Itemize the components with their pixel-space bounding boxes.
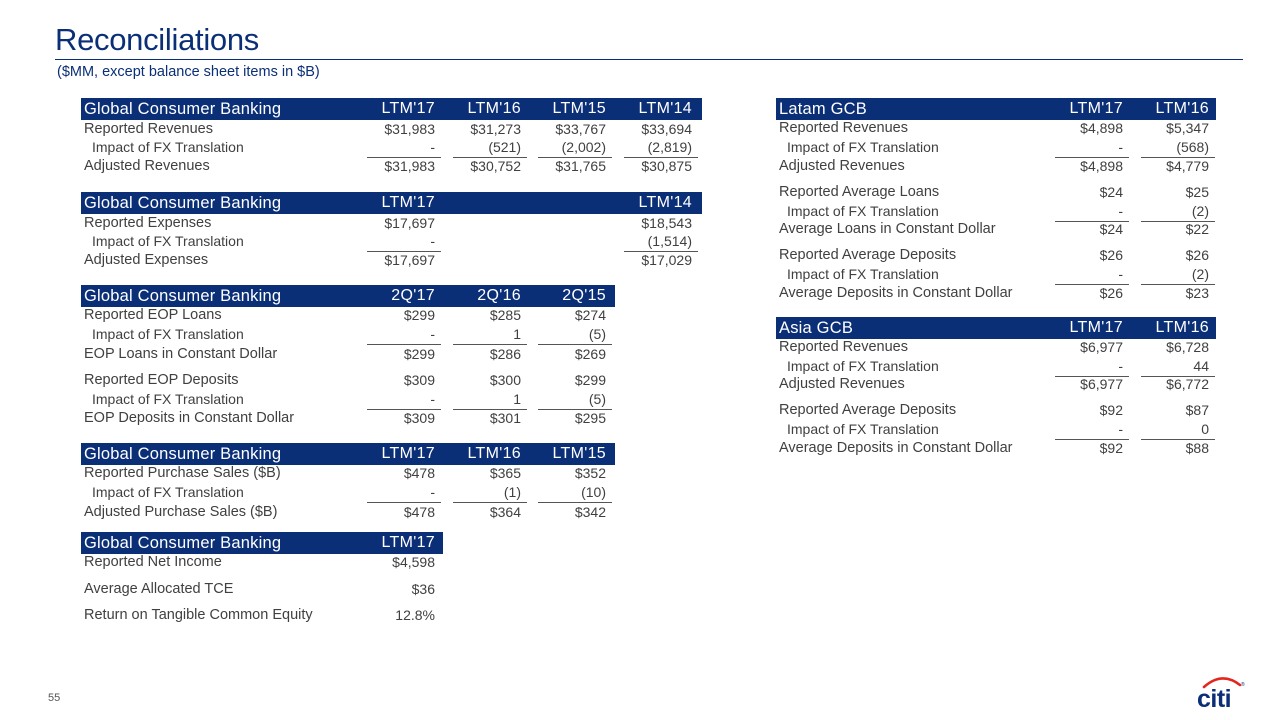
subtotal-rule	[367, 502, 441, 503]
table-row	[81, 504, 615, 522]
cell-value: 44	[1193, 358, 1209, 374]
cell-value: $26	[1099, 247, 1123, 263]
table-row	[81, 554, 443, 572]
cell-value: $299	[403, 346, 435, 362]
cell-value: $301	[489, 410, 521, 426]
row-label: Reported Purchase Sales ($B)	[84, 465, 281, 481]
table-gcb-purch	[81, 443, 615, 520]
cell-value: $26	[1185, 247, 1209, 263]
cell-value: $299	[403, 307, 435, 323]
table-row	[776, 139, 1216, 157]
row-label: Reported Average Deposits	[779, 247, 957, 263]
table-row	[776, 158, 1216, 176]
column-header: 2Q'15	[562, 287, 606, 304]
cell-value: $5,347	[1166, 120, 1209, 136]
table-latam	[776, 98, 1216, 301]
row-label: Average Loans in Constant Dollar	[779, 221, 996, 237]
cell-value: $274	[574, 307, 606, 323]
table-header	[776, 98, 1216, 120]
cell-value: -	[430, 484, 435, 500]
table-row	[81, 484, 615, 502]
cell-value: $4,779	[1166, 158, 1209, 174]
page-subtitle: ($MM, except balance sheet items in $B)	[57, 64, 320, 80]
table-header	[81, 98, 702, 120]
cell-value: $31,765	[555, 158, 606, 174]
table-header-label: Global Consumer Banking	[84, 194, 282, 212]
row-label: Average Allocated TCE	[84, 581, 234, 597]
column-header: LTM'17	[1069, 100, 1123, 117]
table-gcb-exp	[81, 192, 702, 268]
table-header-label: Global Consumer Banking	[84, 100, 282, 118]
cell-value: $6,772	[1166, 376, 1209, 392]
subtotal-rule	[453, 344, 527, 345]
svg-text:citi: citi	[1197, 685, 1232, 710]
table-asia	[776, 317, 1216, 456]
cell-value: $23	[1185, 285, 1209, 301]
table-header	[81, 192, 702, 214]
row-label: Average Deposits in Constant Dollar	[779, 440, 1013, 456]
table-row	[776, 376, 1216, 394]
cell-value: -	[430, 139, 435, 155]
cell-value: $478	[403, 465, 435, 481]
row-label: Reported Revenues	[779, 339, 908, 355]
row-label: Reported Revenues	[779, 120, 908, 136]
row-label: Impact of FX Translation	[92, 233, 244, 249]
cell-value: $269	[574, 346, 606, 362]
column-header: 2Q'17	[391, 287, 435, 304]
cell-value: $33,767	[555, 121, 606, 137]
table-row	[81, 121, 702, 139]
cell-value: $4,898	[1080, 158, 1123, 174]
table-row	[776, 402, 1216, 420]
cell-value: -	[1118, 358, 1123, 374]
row-label: Adjusted Revenues	[84, 158, 210, 174]
table-row	[776, 203, 1216, 221]
cell-value: $92	[1099, 402, 1123, 418]
subtotal-rule	[453, 502, 527, 503]
row-label: Adjusted Revenues	[779, 376, 905, 392]
cell-value: (5)	[588, 391, 606, 407]
cell-value: $295	[574, 410, 606, 426]
row-label: Reported Expenses	[84, 215, 212, 231]
column-header: LTM'16	[1155, 319, 1209, 336]
table-row	[81, 139, 702, 157]
row-label: Reported EOP Deposits	[84, 372, 239, 388]
table-header-label: Global Consumer Banking	[84, 445, 282, 463]
cell-value: $6,728	[1166, 339, 1209, 355]
cell-value: $18,543	[641, 215, 692, 231]
column-header: 2Q'16	[477, 287, 521, 304]
column-header: LTM'17	[381, 534, 435, 551]
cell-value: $352	[574, 465, 606, 481]
cell-value: $87	[1185, 402, 1209, 418]
cell-value: $17,697	[384, 252, 435, 268]
row-label: Impact of FX Translation	[92, 326, 244, 342]
cell-value: $88	[1185, 440, 1209, 456]
table-row	[776, 440, 1216, 458]
cell-value: $300	[489, 372, 521, 388]
row-label: Reported Net Income	[84, 554, 222, 570]
row-label: Reported Average Loans	[779, 184, 940, 200]
subtotal-rule	[367, 344, 441, 345]
cell-value: $6,977	[1080, 339, 1123, 355]
table-row	[776, 358, 1216, 376]
table-row	[81, 215, 702, 233]
table-row	[81, 607, 443, 625]
cell-value: $365	[489, 465, 521, 481]
row-label: Impact of FX Translation	[787, 266, 939, 282]
column-header: LTM'15	[552, 445, 606, 462]
row-label: Impact of FX Translation	[787, 421, 939, 437]
table-header-label: Global Consumer Banking	[84, 287, 282, 305]
row-label: Impact of FX Translation	[92, 484, 244, 500]
column-header: LTM'17	[381, 194, 435, 211]
citi-logo	[1197, 672, 1247, 710]
cell-value: -	[430, 391, 435, 407]
table-row	[81, 307, 615, 325]
table-row	[776, 184, 1216, 202]
table-row	[776, 221, 1216, 239]
subtotal-rule	[538, 502, 612, 503]
cell-value: $364	[489, 504, 521, 520]
cell-value: (568)	[1176, 139, 1209, 155]
cell-value: (521)	[488, 139, 521, 155]
cell-value: $31,273	[470, 121, 521, 137]
cell-value: (2)	[1191, 266, 1209, 282]
cell-value: $286	[489, 346, 521, 362]
cell-value: $299	[574, 372, 606, 388]
row-label: Impact of FX Translation	[787, 139, 939, 155]
table-row	[81, 158, 702, 176]
cell-value: $4,898	[1080, 120, 1123, 136]
cell-value: $24	[1099, 184, 1123, 200]
column-header: LTM'16	[467, 100, 521, 117]
cell-value: $342	[574, 504, 606, 520]
row-label: Impact of FX Translation	[787, 203, 939, 219]
column-header: LTM'17	[381, 100, 435, 117]
column-header: LTM'16	[467, 445, 521, 462]
cell-value: (2,819)	[647, 139, 692, 155]
row-label: Impact of FX Translation	[92, 139, 244, 155]
table-header-label: Latam GCB	[779, 100, 867, 118]
row-label: Return on Tangible Common Equity	[84, 607, 313, 623]
cell-value: $17,697	[384, 215, 435, 231]
table-row	[776, 339, 1216, 357]
row-label: EOP Deposits in Constant Dollar	[84, 410, 295, 426]
cell-value: $309	[403, 372, 435, 388]
cell-value: -	[430, 326, 435, 342]
row-label: Reported EOP Loans	[84, 307, 222, 323]
row-label: Adjusted Revenues	[779, 158, 905, 174]
table-row	[81, 252, 702, 270]
cell-value: $30,875	[641, 158, 692, 174]
row-label: Reported Average Deposits	[779, 402, 957, 418]
cell-value: $285	[489, 307, 521, 323]
cell-value: 1	[513, 326, 521, 342]
column-header: LTM'14	[638, 194, 692, 211]
column-header: LTM'17	[381, 445, 435, 462]
table-row	[776, 285, 1216, 303]
page-number: 55	[48, 692, 61, 704]
cell-value: $92	[1099, 440, 1123, 456]
table-row	[776, 120, 1216, 138]
table-row	[776, 266, 1216, 284]
cell-value: -	[1118, 421, 1123, 437]
table-row	[81, 465, 615, 483]
cell-value: -	[430, 233, 435, 249]
table-row	[81, 326, 615, 344]
cell-value: -	[1118, 139, 1123, 155]
row-label: EOP Loans in Constant Dollar	[84, 346, 278, 362]
column-header: LTM'17	[1069, 319, 1123, 336]
table-gcb-rotce	[81, 532, 443, 623]
table-row	[776, 421, 1216, 439]
table-row	[81, 581, 443, 599]
cell-value: $33,694	[641, 121, 692, 137]
cell-value: $31,983	[384, 158, 435, 174]
table-header	[776, 317, 1216, 339]
cell-value: $17,029	[641, 252, 692, 268]
table-row	[776, 247, 1216, 265]
cell-value: $22	[1185, 221, 1209, 237]
cell-value: -	[1118, 203, 1123, 219]
table-header	[81, 443, 615, 465]
table-header-label: Asia GCB	[779, 319, 854, 337]
table-header	[81, 532, 443, 554]
row-label: Impact of FX Translation	[787, 358, 939, 374]
row-label: Impact of FX Translation	[92, 391, 244, 407]
cell-value: $478	[403, 504, 435, 520]
row-label: Adjusted Expenses	[84, 252, 209, 268]
table-header-label: Global Consumer Banking	[84, 534, 282, 552]
row-label: Average Deposits in Constant Dollar	[779, 285, 1013, 301]
svg-text:®: ®	[1241, 682, 1245, 688]
row-label: Reported Revenues	[84, 121, 213, 137]
cell-value: 0	[1201, 421, 1209, 437]
title-divider	[55, 59, 1243, 60]
row-label: Adjusted Purchase Sales ($B)	[84, 504, 278, 520]
table-row	[81, 233, 702, 251]
cell-value: $26	[1099, 285, 1123, 301]
table-row	[81, 372, 615, 390]
cell-value: $4,598	[392, 554, 435, 570]
table-header	[81, 285, 615, 307]
table-row	[81, 391, 615, 409]
cell-value: $309	[403, 410, 435, 426]
cell-value: (10)	[581, 484, 606, 500]
cell-value: (1)	[503, 484, 521, 500]
cell-value: (1,514)	[647, 233, 692, 249]
cell-value: 12.8%	[395, 607, 435, 623]
cell-value: (5)	[588, 326, 606, 342]
cell-value: -	[1118, 266, 1123, 282]
table-row	[81, 346, 615, 364]
page-title: Reconciliations	[55, 22, 259, 57]
cell-value: $36	[411, 581, 435, 597]
column-header: LTM'15	[552, 100, 606, 117]
cell-value: $31,983	[384, 121, 435, 137]
cell-value: $24	[1099, 221, 1123, 237]
table-row	[81, 410, 615, 428]
subtotal-rule	[538, 344, 612, 345]
table-gcb-rev	[81, 98, 702, 174]
cell-value: (2)	[1191, 203, 1209, 219]
table-gcb-eop	[81, 285, 615, 426]
cell-value: $30,752	[470, 158, 521, 174]
cell-value: $25	[1185, 184, 1209, 200]
column-header: LTM'14	[638, 100, 692, 117]
cell-value: $6,977	[1080, 376, 1123, 392]
column-header: LTM'16	[1155, 100, 1209, 117]
cell-value: (2,002)	[561, 139, 606, 155]
cell-value: 1	[513, 391, 521, 407]
